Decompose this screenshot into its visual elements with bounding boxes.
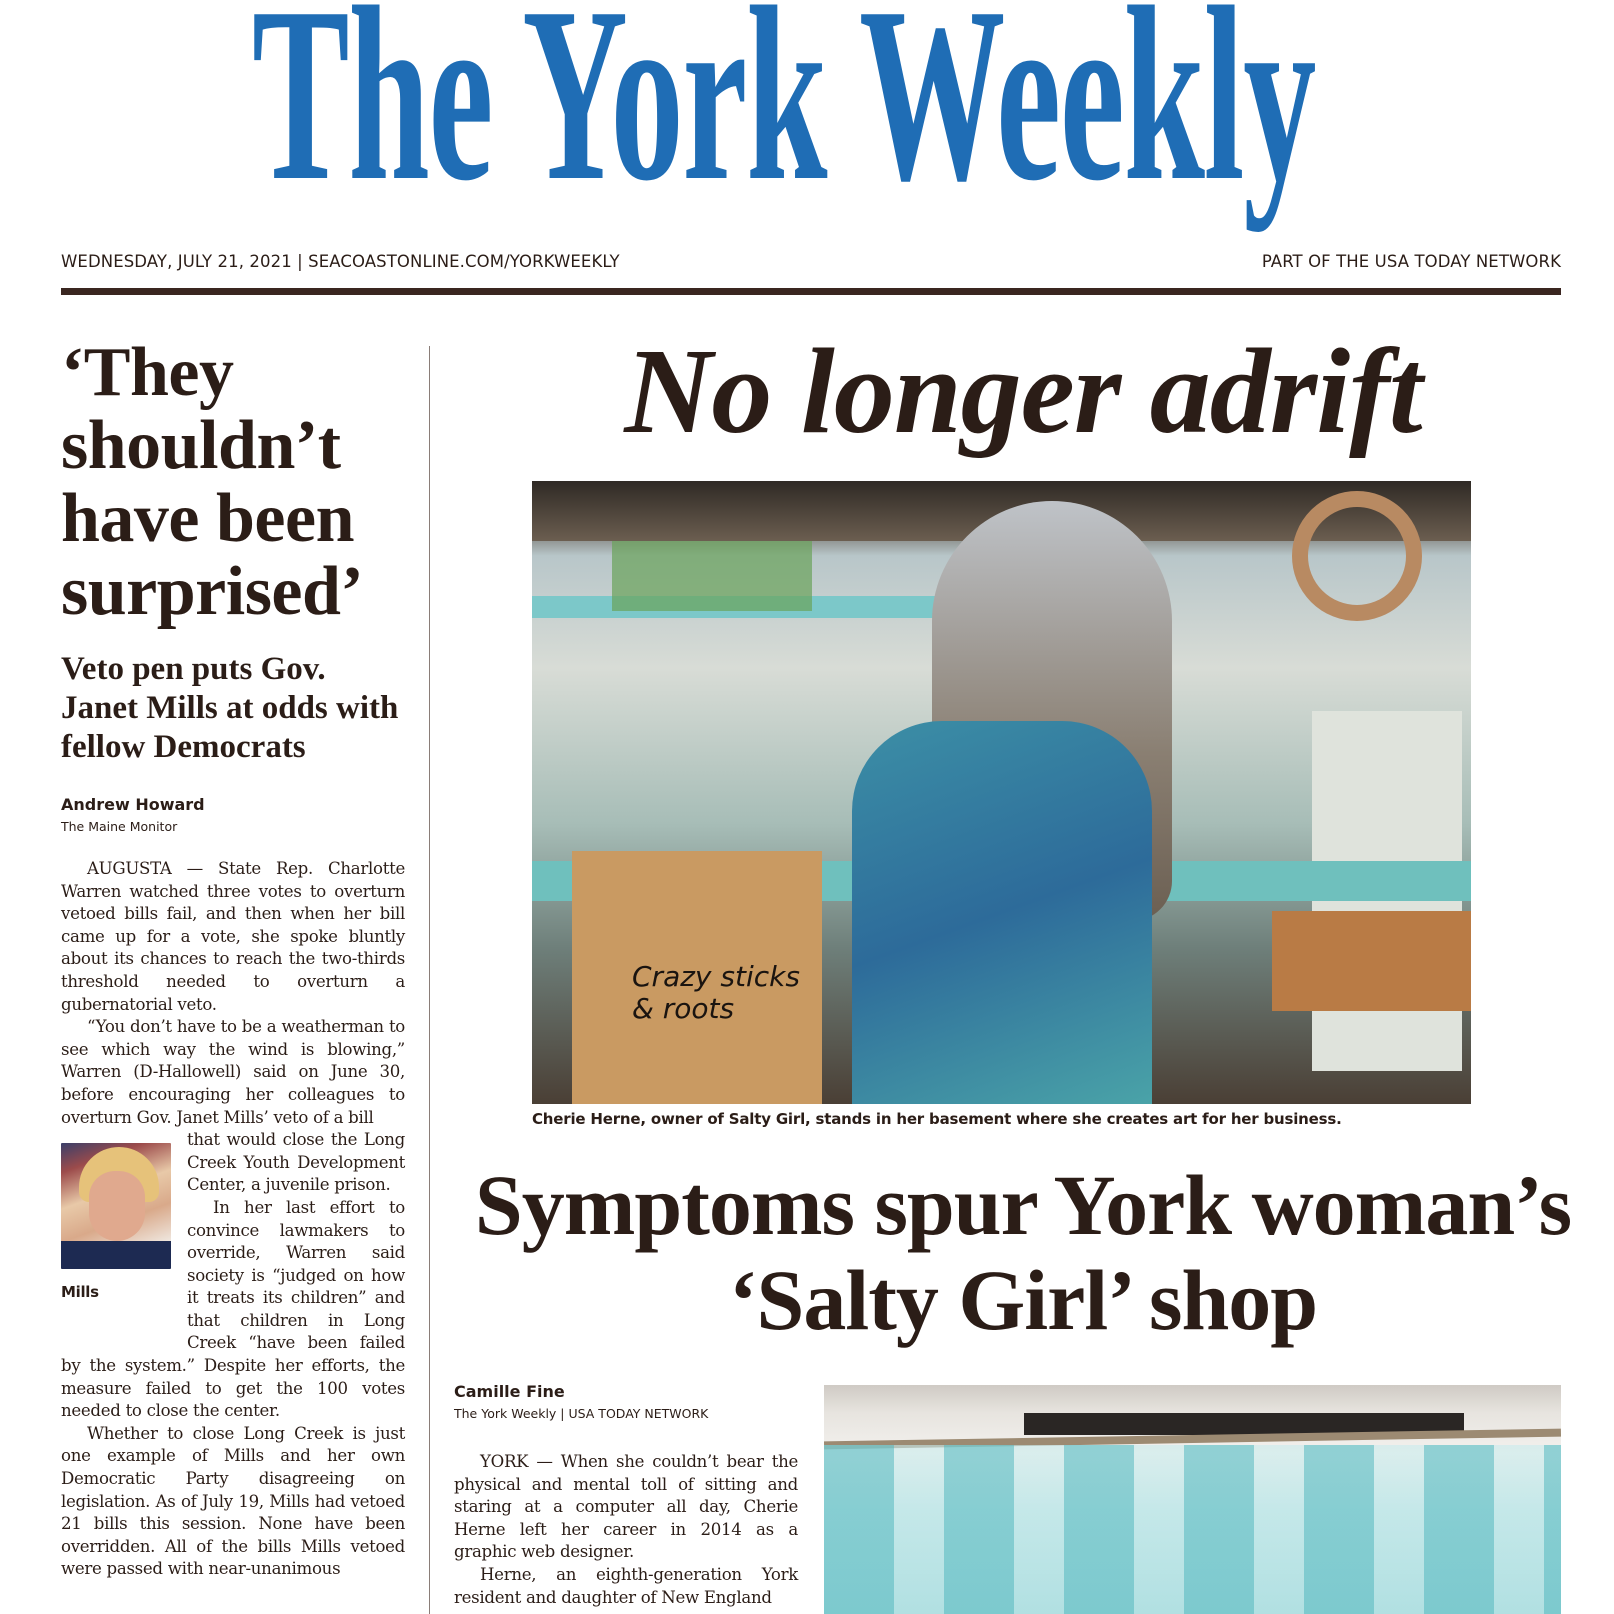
feature-photo[interactable] — [532, 481, 1471, 1104]
story-subhead: Veto pen puts Gov. Janet Mills at odds with fellow Democrats — [61, 651, 399, 765]
byline-org: The Maine Monitor — [61, 819, 178, 834]
story-headline[interactable]: ‘They shouldn’t have been surprised’ — [61, 334, 364, 630]
shop-photo[interactable] — [824, 1385, 1561, 1614]
paragraph: Herne, an eighth-generation York resident and daughter of New England — [454, 1564, 798, 1607]
masthead-logo: The York Weekly — [252, 0, 1316, 233]
byline-author: Andrew Howard — [61, 795, 205, 814]
dateline: WEDNESDAY, JULY 21, 2021 | SEACOASTONLINE.COM/YORKWEEKLY — [61, 252, 620, 271]
story-veto — [61, 336, 405, 1581]
paragraph: AUGUSTA — State Rep. Charlotte Warren watched three votes to overturn vetoed bills fail, and then when her bill came up for a vote, she spoke bluntly about its chances to reach the two-thirds threshold needed to overturn a gubernatorial veto. — [61, 859, 405, 1014]
mills-figure — [61, 1143, 187, 1339]
byline-author: Camille Fine — [454, 1382, 565, 1401]
feature-headline[interactable]: No longer adrift — [624, 324, 1422, 459]
paragraph: “You don’t have to be a weatherman to see which way the wind is blowing,” Warren (D-Hallowell) said on June 30, before encouraging her colleagues to overturn Gov. Janet Mills’ veto of a bill — [61, 1017, 405, 1127]
paragraph: Whether to close Long Creek is just one example of Mills and her own Democratic Party disagreeing on legislation. As of July 19, Mills had vetoed 21 bills this session. None have been overridden. All of the bills Mills vetoed were passed with near-unanimous — [61, 1423, 405, 1579]
article-body — [454, 1451, 798, 1609]
column-divider — [429, 346, 430, 1614]
photo-caption: Cherie Herne, owner of Salty Girl, stands in her basement where she creates art for her business. — [532, 1110, 1342, 1128]
photo-caption: Mills — [61, 1283, 99, 1302]
paragraph: YORK — When she couldn’t bear the physical and mental toll of sitting and staring at a computer all day, Cherie Herne left her career in 2014 as a graphic web designer. — [454, 1452, 798, 1562]
byline-org: The York Weekly | USA TODAY NETWORK — [454, 1406, 709, 1421]
masthead-rule — [61, 288, 1561, 295]
mills-photo — [61, 1143, 171, 1269]
cardboard-box — [572, 851, 822, 1104]
article-body — [61, 858, 405, 1581]
box-label: Crazy sticks & roots — [632, 960, 800, 1025]
paragraph: that would close the Long Creek Youth Development Center, a juvenile prison. — [187, 1130, 405, 1195]
network-label: PART OF THE USA TODAY NETWORK — [1261, 252, 1561, 271]
paragraph: In her last effort to convince lawmakers to override, Warren said society is “judged on how it treats its children” and that children in Long Creek “have been failed by the system.” Despite her efforts, the measure failed to get the 100 votes needed to close the center. — [61, 1197, 405, 1421]
story-headline[interactable]: Symptoms spur York woman’s ‘Salty Girl’ shop — [474, 1157, 1572, 1348]
story-salty-girl — [454, 1382, 798, 1609]
